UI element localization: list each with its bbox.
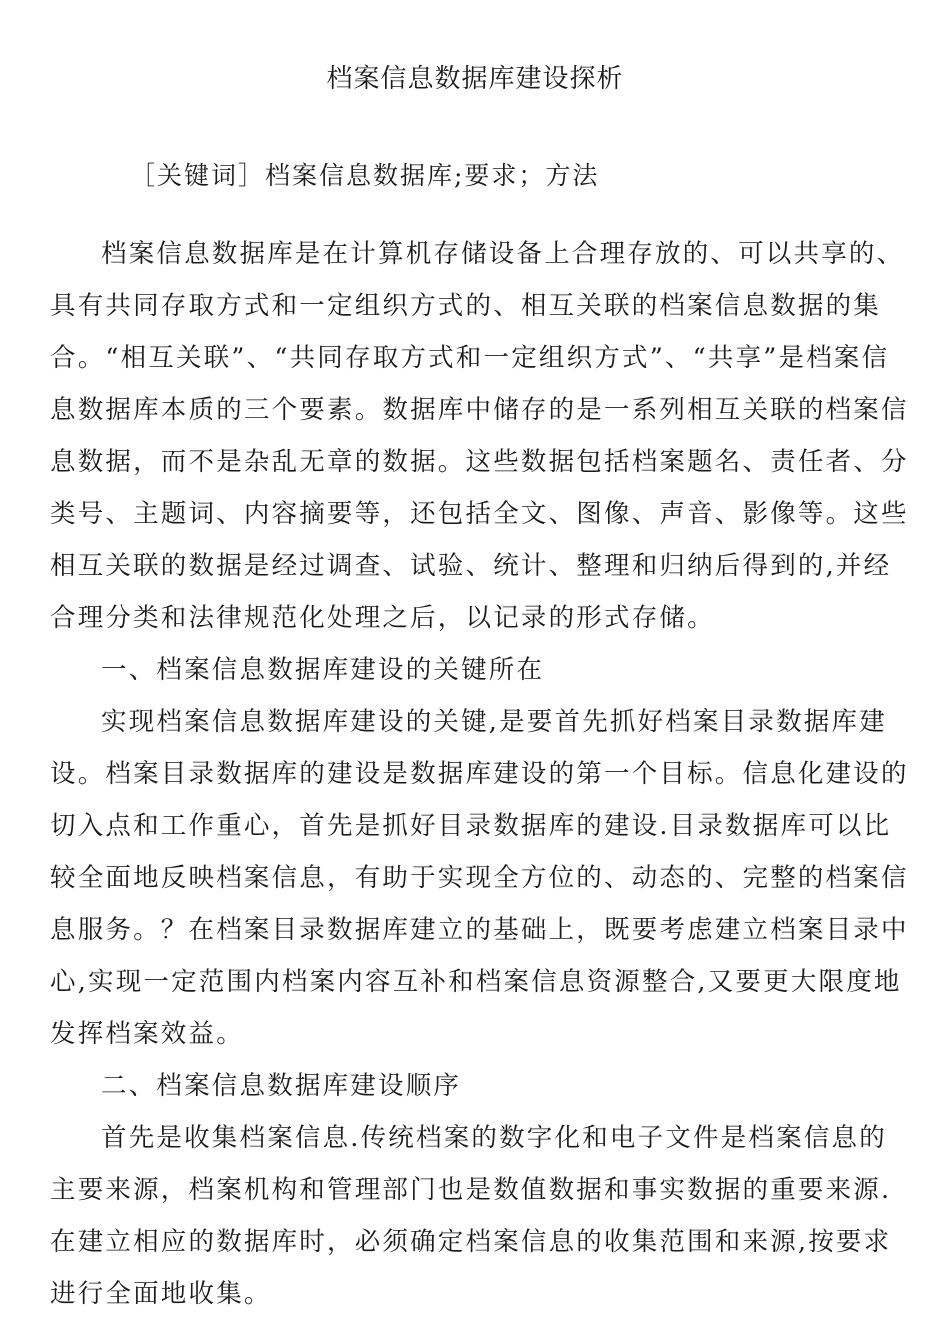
document-body (50, 228, 910, 1320)
paragraph-section-2: 首先是收集档案信息.传统档案的数字化和电子文件是档案信息的主要来源，档案机构和管理部门也是数值数据和事实数据的重要来源.在建立相应的数据库时，必须确定档案信息的收集范围和来源,按要求进行全面地收集。 (50, 1123, 892, 1309)
document-title: 档案信息数据库建设探析 (326, 64, 624, 94)
keywords-line: ［关键词］档案信息数据库;要求；方法 (130, 161, 600, 190)
paragraph-section-1: 实现档案信息数据库建设的关键,是要首先抓好档案目录数据库建设。档案目录数据库的建设是数据库建设的第一个目标。信息化建设的切入点和工作重心，首先是抓好目录数据库的建设.目录数据库可以比较全面地反映档案信息，有助于实现全方位的、动态的、完整的档案信息服务。？在档案目录数据库建立的基础上，既要考虑建立档案目录中心,实现一定范围内档案内容互补和档案信息资源整合,又要更大限度地发挥档案效益。 (50, 707, 909, 1049)
section-heading-2: 二、档案信息数据库建设顺序 (101, 1071, 462, 1101)
paragraph-intro: 档案信息数据库是在计算机存储设备上合理存放的、可以共享的、具有共同存取方式和一定组织方式的、相互关联的档案信息数据的集合。“相互关联”、“共同存取方式和一定组织方式”、“共享”是档案信息数据库本质的三个要素。数据库中储存的是一系列相互关联的档案信息数据，而不是杂乱无章的数据。这些数据包括档案题名、责任者、分类号、主题词、内容摘要等，还包括全文、图像、声音、影像等。这些相互关联的数据是经过调查、试验、统计、整理和归纳后得到的,并经合理分类和法律规范化处理之后，以记录的形式存储。 (50, 239, 909, 633)
section-heading-1: 一、档案信息数据库建设的关键所在 (101, 655, 545, 685)
